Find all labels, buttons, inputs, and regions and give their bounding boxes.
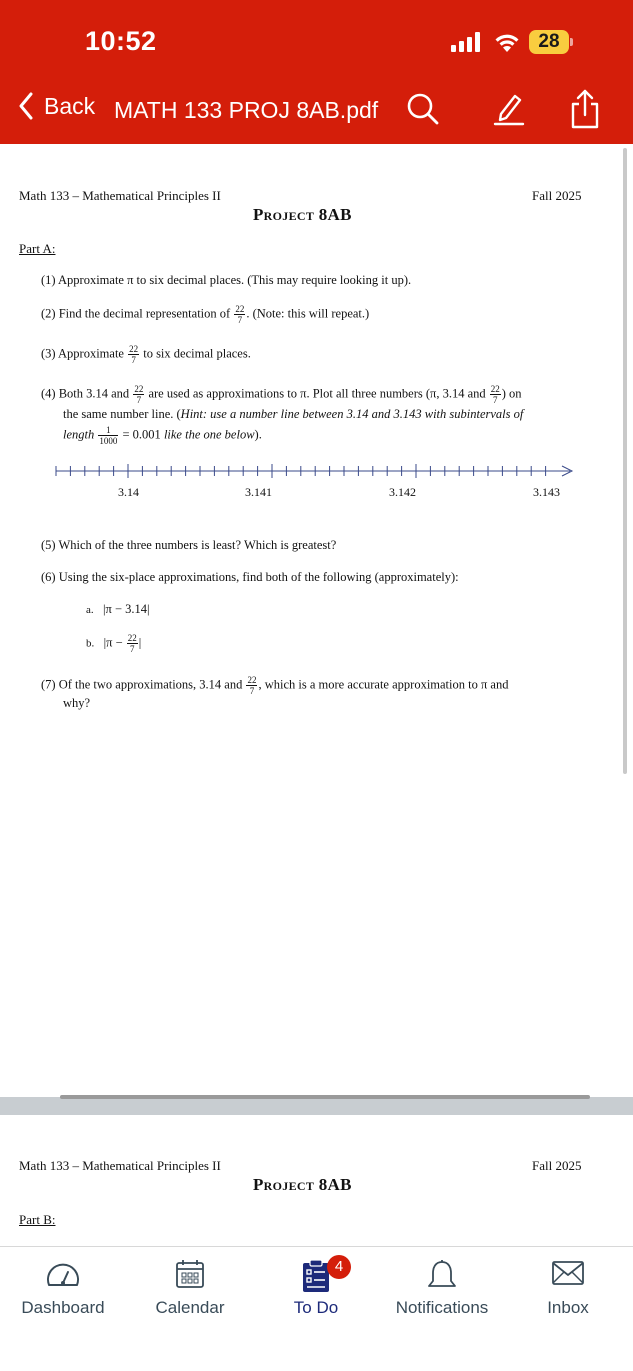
page2-project-title: Project 8AB [253,1175,352,1194]
cellular-signal-icon [451,32,485,52]
course-name: Math 133 – Mathematical Principles II [19,188,221,203]
question-2: (2) Find the decimal representation of $\frac{22}{7}$ . (Note: this will repeat.) [41,304,370,325]
tab-calendar[interactable] [127,1247,253,1337]
tab-label-todo: To Do [293,1298,339,1317]
question-5: (5) Which of the three numbers is least? Which is greatest? [41,538,337,552]
question-1: (1) Approximate π to six decimal places. (This may require looking it up). [41,273,412,287]
page2-term-label: Fall 2025 [532,1158,582,1173]
pdf-viewer[interactable] [0,144,633,1246]
back-label: Back [44,92,96,119]
wifi-icon [492,30,522,54]
project-title: Project 8AB [253,205,352,224]
question-7-line-2: why? [63,696,91,710]
question-4-line-3: length $\frac{1}{1000}$ = 0.001 like the one below). [63,425,262,446]
question-4-line-1: (4) Both 3.14 and $\frac{22}{7}$ are used as approximations to π. Plot all three numbers (π, 3.14 and $\frac{22}{7}$ ) on [41,384,522,405]
app-header [0,0,633,144]
bell-icon [426,1259,458,1293]
status-time: 10:52 [85,26,157,56]
tab-label-dashboard: Dashboard [21,1298,105,1317]
tick-label-3-142: 3.142 [389,485,416,499]
inbox-icon [551,1259,585,1287]
part-b-heading: Part B: [19,1212,56,1227]
tab-label-notifications: Notifications [395,1298,489,1317]
battery-icon [529,30,574,54]
tab-inbox[interactable] [505,1247,631,1337]
annotate-pen-icon[interactable] [493,90,525,126]
tick-label-3-14: 3.14 [118,485,139,499]
tab-notifications[interactable] [379,1247,505,1337]
tick-label-3-141: 3.141 [245,485,272,499]
battery-level: 28 [529,30,569,54]
number-line [54,462,584,502]
page-separator [0,1097,633,1115]
question-3: (3) Approximate $\frac{22}{7}$ to six decimal places. [41,344,251,365]
document-title: MATH 133 PROJ 8AB.pdf [114,97,379,123]
vertical-scrollbar[interactable] [623,148,627,774]
question-4-line-2: the same number line. (Hint: use a number line between 3.14 and 3.143 with subintervals of [63,407,524,421]
question-6a: a. |π − 3.14| [86,602,150,616]
share-icon[interactable] [568,88,602,130]
tab-label-inbox: Inbox [547,1298,589,1317]
tab-label-calendar: Calendar [155,1298,225,1317]
dashboard-icon [43,1259,83,1289]
question-6b: b. |π − $\frac{22}{7}$ | [86,633,142,654]
calendar-icon [175,1259,205,1289]
question-6: (6) Using the six-place approximations, find both of the following (approximately): [41,570,459,584]
page2-course-name: Math 133 – Mathematical Principles II [19,1158,221,1173]
todo-count-badge: 4 [327,1255,351,1279]
part-a-heading: Part A: [19,241,56,256]
search-icon[interactable] [406,92,440,126]
bottom-tab-bar [0,1246,633,1371]
chevron-left-icon [18,92,34,120]
term-label: Fall 2025 [532,188,582,203]
tab-todo[interactable] [253,1247,379,1337]
tab-dashboard[interactable] [0,1247,126,1337]
question-7-line-1: (7) Of the two approximations, 3.14 and $\frac{22}{7}$ , which is a more accurate approximation to π and [41,675,509,696]
back-button[interactable] [18,92,95,120]
horizontal-scrollbar[interactable] [60,1095,590,1099]
tick-label-3-143: 3.143 [533,485,560,499]
